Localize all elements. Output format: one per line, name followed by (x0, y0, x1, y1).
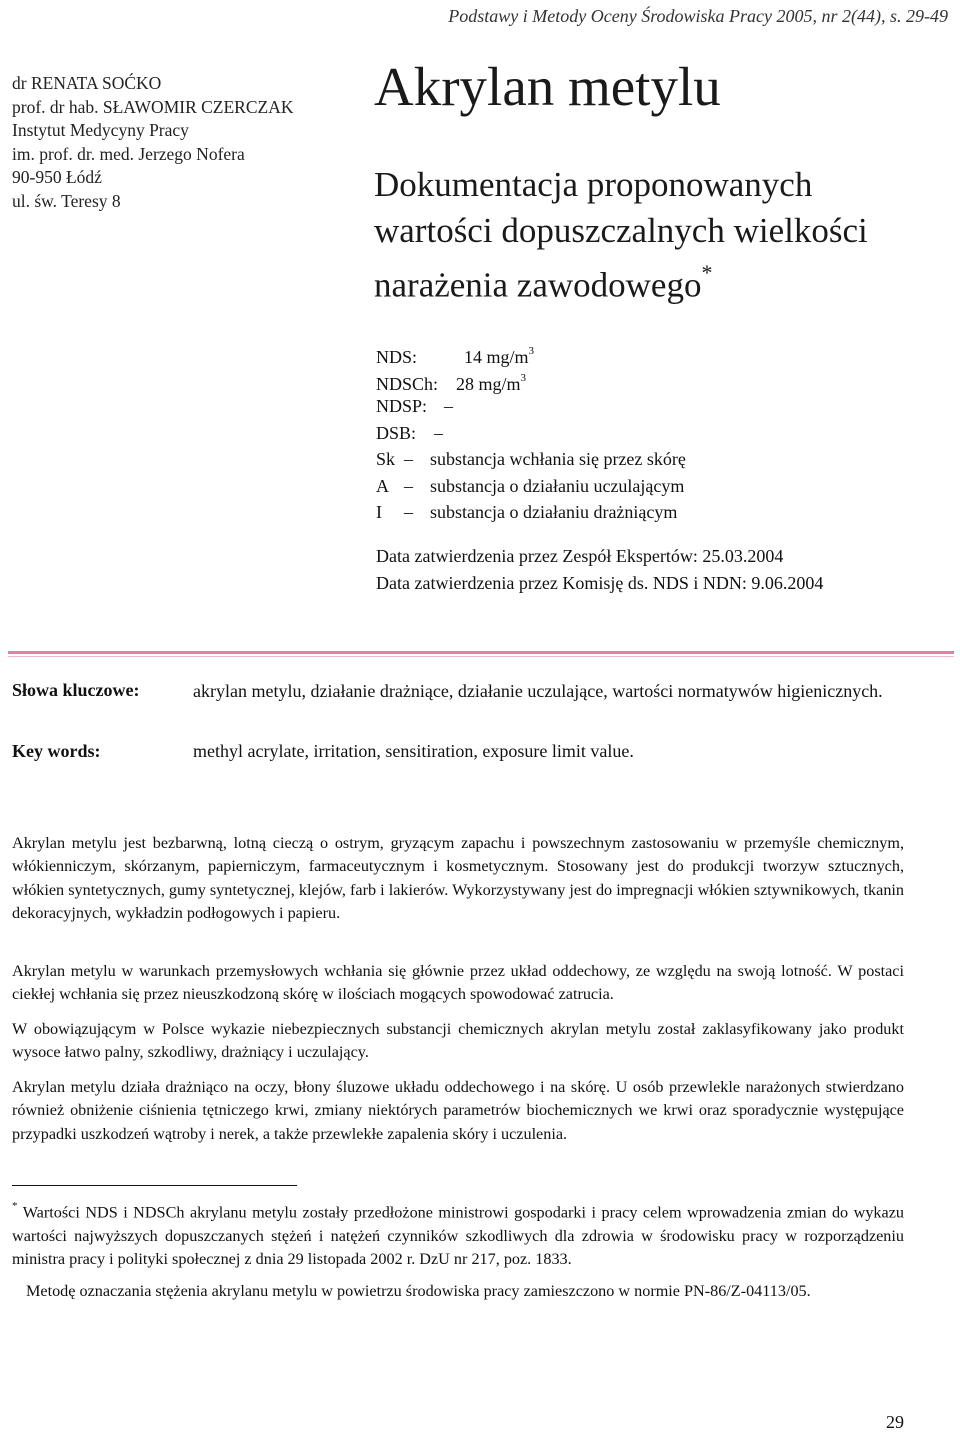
notation-code: I (376, 502, 382, 522)
author-name: prof. dr hab. SŁAWOMIR CZERCZAK (12, 96, 294, 117)
keywords-pl-label: Słowa kluczowe: (12, 680, 140, 700)
keywords-en-label: Key words: (12, 741, 101, 761)
limit-label: NDSP: (376, 396, 428, 416)
method-note: Metodę oznaczania stężenia akrylanu metylu w powietrzu środowiska pracy zamieszczono w normie PN-86/Z-04113/05. (26, 1282, 811, 1300)
exposure-limits (376, 340, 686, 526)
experts-approval-date: Data zatwierdzenia przez Zespół Ekspertów: 25.03.2004 (376, 546, 784, 566)
paragraph-text: W obowiązującym w Polsce wykazie niebezpiecznych substancji chemicznych akrylan metylu został zaklasyfikowany jako produkt wysoce łatwo palny, szkodliwy, drażniący i uczulający. (12, 1020, 904, 1062)
limit-row-ndsch (376, 367, 686, 394)
institute-name: Instytut Medycyny Pracy (12, 120, 189, 140)
document-title: Akrylan metylu (374, 56, 721, 117)
institute-patron: im. prof. dr. med. Jerzego Nofera (12, 143, 245, 164)
limit-label: DSB: (376, 422, 417, 443)
author-name: dr RENATA SOĆKO (12, 73, 162, 93)
section-divider-thin (8, 656, 954, 657)
subtitle-line-text: narażenia zawodowego (374, 265, 702, 305)
paragraph-text: Akrylan metylu jest bezbarwną, lotną cieczą o ostrym, gryzącym zapachu i powszechnym zastosowaniu w przemyśle chemicznym, włókienniczym, skórzanym, papierniczym, farmaceutycznym i kosmetycznym. Stosowany jest do produkcji tworzyw sztucznych, włókien syntetycznych, gumy syntetycznej, klejów, farb i lakierów. Wykorzystywany jest do impregnacji włókien sztywnikowych, tkanin dekoracyjnych, wykładzin podłogowych i papieru. (12, 834, 904, 923)
notation-text: substancja o działaniu drażniącym (430, 502, 678, 522)
notation-dash: – (404, 449, 413, 469)
limit-label: NDSCh: (376, 373, 439, 394)
subtitle-line: wartości dopuszczalnych wielkości (374, 211, 868, 250)
limit-label: NDS: (376, 347, 418, 367)
postal-code: 90-950 Łódź (12, 167, 102, 187)
body-paragraph (12, 1076, 904, 1146)
footnote-marker: * (701, 260, 713, 285)
notation-row-a (376, 473, 686, 500)
section-divider (8, 651, 954, 654)
limit-row-nds (376, 340, 686, 367)
street-address: ul. św. Teresy 8 (12, 190, 121, 211)
footnote-divider (12, 1185, 297, 1186)
subtitle-line: Dokumentacja proponowanych (374, 165, 813, 204)
body-paragraph (12, 832, 904, 926)
limit-value: – (434, 422, 443, 443)
notation-dash: – (404, 502, 413, 522)
document-subtitle (374, 162, 944, 309)
approval-dates (376, 543, 823, 597)
notation-row-sk (376, 446, 686, 473)
notation-dash: – (404, 475, 413, 496)
notation-text: substancja wchłania się przez skórę (430, 449, 686, 469)
body-paragraph (12, 960, 904, 1007)
limit-row-dsb (376, 420, 686, 447)
paragraph-text: Akrylan metylu działa drażniąco na oczy, błony śluzowe układu oddechowego i na skórę. U osób przewlekle narażonych stwierdzano również obniżenie ciśnienia tętniczego krwi, zmiany niektórych parametrów biochemicznych we krwi oraz sporadycznie występujące przypadki uszkodzeń wątroby i nerek, a także przewlekłe zapalenia skóry i uczulenia. (12, 1078, 904, 1143)
footnote-text: Wartości NDS i NDSCh akrylanu metylu zostały przedłożone ministrowi gospodarki i pracy celem wprowadzenia zmian do wykazu wartości najwyższych dopuszczanych stężeń i natężeń czynników szkodliwych dla zdrowia w środowisku pracy w rozporządzeniu ministra pracy i polityki społecznej z dnia 29 listopada 2002 r. DzU nr 217, poz. 1833. (12, 1203, 904, 1269)
limit-row-ndsp (376, 393, 686, 420)
page-number: 29 (886, 1412, 904, 1432)
author-affiliation (12, 72, 294, 213)
body-paragraph (12, 1018, 904, 1065)
limit-unit-exponent: 3 (528, 345, 535, 357)
footnote-mark: * (12, 1200, 18, 1212)
keywords-en-text: methyl acrylate, irritation, sensitiration, exposure limit value. (193, 741, 634, 761)
journal-header: Podstawy i Metody Oceny Środowiska Pracy 2005, nr 2(44), s. 29-49 (448, 6, 948, 26)
notation-row-i (376, 499, 686, 526)
notation-code: Sk (376, 449, 396, 469)
subtitle-line (374, 254, 944, 309)
limit-unit-exponent: 3 (520, 371, 527, 384)
limit-value: – (444, 396, 453, 416)
limit-value: 14 mg/m (464, 347, 529, 367)
footnote (12, 1197, 904, 1272)
paragraph-text: Akrylan metylu w warunkach przemysłowych wchłania się głównie przez układ oddechowy, ze względu na swoją lotność. W postaci ciekłej wchłania się przez nieuszkodzoną skórę w ilościach mogących spowodować zatrucia. (12, 962, 904, 1004)
keywords-pl-text: akrylan metylu, działanie drażniące, działanie uczulające, wartości normatywów higienicznych. (193, 681, 883, 701)
limit-value: 28 mg/m (456, 373, 521, 394)
notation-text: substancja o działaniu uczulającym (430, 475, 685, 496)
commission-approval-date: Data zatwierdzenia przez Komisję ds. NDS i NDN: 9.06.2004 (376, 573, 824, 593)
notation-code: A (376, 475, 389, 496)
